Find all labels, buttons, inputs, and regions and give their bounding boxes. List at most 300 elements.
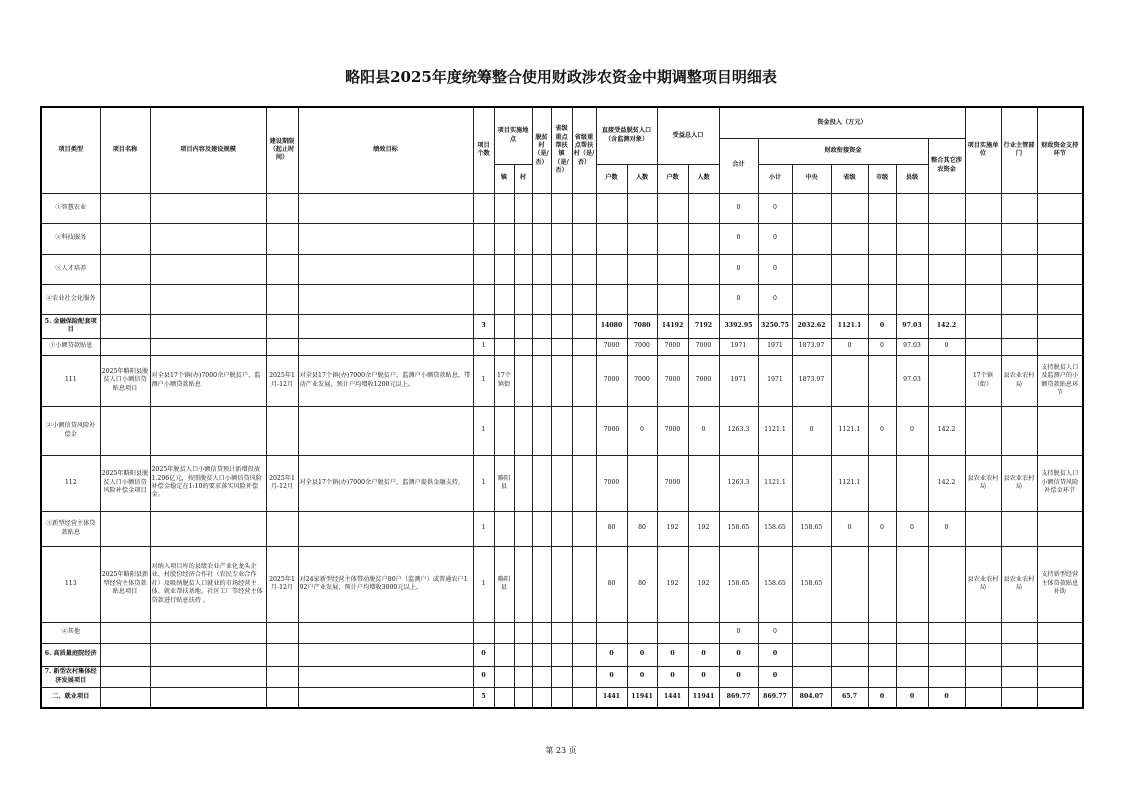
cell-type: 113 xyxy=(41,546,100,622)
cell-total-hh: 192 xyxy=(657,546,688,622)
cell-prov-village xyxy=(572,622,596,643)
cell-subtotal: 0 xyxy=(758,643,792,666)
header-poor-village: 脱贫村（是/否） xyxy=(532,107,551,193)
cell-sum: 1971 xyxy=(719,338,758,355)
cell-province xyxy=(831,622,868,643)
cell-county xyxy=(896,546,928,622)
cell-central xyxy=(792,622,831,643)
cell-other: 0 xyxy=(928,338,965,355)
header-direct-people: 人数 xyxy=(627,164,657,193)
cell-direct-hh: 0 xyxy=(596,666,627,687)
cell-county xyxy=(896,455,928,511)
cell-direct-people xyxy=(627,284,657,314)
cell-dept: 县农业农村局 xyxy=(1001,455,1037,511)
cell-town xyxy=(494,643,514,666)
cell-village xyxy=(514,455,532,511)
cell-dept xyxy=(1001,338,1037,355)
cell-direct-hh: 7000 xyxy=(596,355,627,406)
cell-sum: 0 xyxy=(719,622,758,643)
cell-goal xyxy=(298,254,473,284)
cell-count: 1 xyxy=(473,455,494,511)
cell-name xyxy=(100,223,150,254)
cell-subtotal: 0 xyxy=(758,284,792,314)
header-unit: 项目实施单位 xyxy=(965,107,1001,193)
cell-sum: 3392.95 xyxy=(719,314,758,338)
cell-prov-village xyxy=(572,406,596,455)
header-other: 整合其它涉农资金 xyxy=(928,138,965,193)
cell-link xyxy=(1037,284,1083,314)
cell-sum: 0 xyxy=(719,223,758,254)
cell-goal: 对24家新型经营主体带动脱贫户80户（监测户）或普通农户192户产业发展，预计户均增收3000元以上。 xyxy=(298,546,473,622)
cell-content xyxy=(150,666,266,687)
cell-city: 0 xyxy=(868,338,896,355)
cell-province xyxy=(831,254,868,284)
cell-subtotal: 1121.1 xyxy=(758,455,792,511)
cell-goal: 对全县17个镇(办)7000余户脱贫户、监测户提供金融支持。 xyxy=(298,455,473,511)
cell-direct-people: 80 xyxy=(627,546,657,622)
cell-central xyxy=(792,223,831,254)
cell-goal xyxy=(298,284,473,314)
cell-link: 支持脱贫人口及监测户的小额贷款贴息环节 xyxy=(1037,355,1083,406)
cell-link xyxy=(1037,643,1083,666)
cell-total-people xyxy=(688,254,719,284)
header-location: 项目实施地点 xyxy=(494,107,532,164)
cell-unit: 县农业农村局 xyxy=(965,455,1001,511)
cell-subtotal: 0 xyxy=(758,622,792,643)
header-total-population: 受益总人口 xyxy=(657,107,719,164)
table-body xyxy=(41,193,1083,708)
cell-total-hh: 0 xyxy=(657,643,688,666)
cell-name xyxy=(100,254,150,284)
cell-central xyxy=(792,193,831,223)
cell-direct-people xyxy=(627,193,657,223)
table-row xyxy=(41,223,1083,254)
cell-type: ①智慧农业 xyxy=(41,193,100,223)
cell-content: 对纳入项目库的县级农业产业化龙头企业、村股份经济合作社（农民专业合作社）及吸纳脱贫人口就业的市场经营主体、就业帮扶基地、社区工厂等经营主体贷款进行贴息扶持 。 xyxy=(150,546,266,622)
cell-total-hh: 7000 xyxy=(657,406,688,455)
cell-other: 142.2 xyxy=(928,314,965,338)
cell-other: 142.2 xyxy=(928,455,965,511)
cell-city xyxy=(868,355,896,406)
cell-direct-hh xyxy=(596,622,627,643)
cell-sum: 1263.3 xyxy=(719,455,758,511)
cell-count: 3 xyxy=(473,314,494,338)
cell-link xyxy=(1037,254,1083,284)
cell-total-hh xyxy=(657,622,688,643)
cell-central xyxy=(792,643,831,666)
cell-goal xyxy=(298,338,473,355)
cell-link xyxy=(1037,666,1083,687)
header-sum: 合计 xyxy=(719,138,758,193)
cell-direct-hh: 0 xyxy=(596,643,627,666)
table-row xyxy=(41,455,1083,511)
cell-type: 111 xyxy=(41,355,100,406)
cell-total-people xyxy=(688,455,719,511)
cell-prov-village xyxy=(572,546,596,622)
cell-sum: 869.77 xyxy=(719,687,758,708)
header-fiscal: 财政衔接资金 xyxy=(758,138,928,164)
cell-other xyxy=(928,622,965,643)
cell-period xyxy=(266,666,298,687)
cell-direct-hh xyxy=(596,284,627,314)
cell-prov-town xyxy=(551,338,572,355)
header-prov-town: 省级重点帮扶镇（是/否） xyxy=(551,107,572,193)
cell-prov-town xyxy=(551,193,572,223)
cell-count xyxy=(473,254,494,284)
cell-period xyxy=(266,193,298,223)
cell-type: ②小额信贷风险补偿金 xyxy=(41,406,100,455)
cell-total-people xyxy=(688,622,719,643)
table-row xyxy=(41,338,1083,355)
cell-province: 1121.1 xyxy=(831,455,868,511)
cell-prov-town xyxy=(551,314,572,338)
cell-link xyxy=(1037,314,1083,338)
cell-county xyxy=(896,223,928,254)
cell-period xyxy=(266,687,298,708)
cell-central xyxy=(792,666,831,687)
cell-total-people xyxy=(688,284,719,314)
cell-prov-town xyxy=(551,355,572,406)
cell-central: 1873.97 xyxy=(792,338,831,355)
cell-total-people: 7000 xyxy=(688,338,719,355)
cell-direct-hh: 80 xyxy=(596,511,627,546)
cell-province: 1121.1 xyxy=(831,406,868,455)
cell-prov-village xyxy=(572,643,596,666)
cell-central: 1873.97 xyxy=(792,355,831,406)
cell-poor-village xyxy=(532,223,551,254)
cell-count xyxy=(473,223,494,254)
cell-dept xyxy=(1001,284,1037,314)
cell-name: 2025年略阳县脱贫人口小额信贷风险补偿金项目 xyxy=(100,455,150,511)
cell-period xyxy=(266,254,298,284)
cell-prov-town xyxy=(551,511,572,546)
cell-town xyxy=(494,284,514,314)
cell-province: 0 xyxy=(831,338,868,355)
cell-count: 1 xyxy=(473,338,494,355)
cell-goal xyxy=(298,687,473,708)
cell-content xyxy=(150,284,266,314)
cell-name xyxy=(100,338,150,355)
cell-central xyxy=(792,455,831,511)
table-row xyxy=(41,406,1083,455)
cell-city xyxy=(868,284,896,314)
cell-subtotal: 0 xyxy=(758,666,792,687)
cell-direct-people: 0 xyxy=(627,406,657,455)
cell-city xyxy=(868,666,896,687)
table-row xyxy=(41,284,1083,314)
cell-county xyxy=(896,666,928,687)
cell-poor-village xyxy=(532,455,551,511)
cell-dept xyxy=(1001,666,1037,687)
cell-county xyxy=(896,622,928,643)
header-goal: 绩效目标 xyxy=(298,107,473,193)
cell-sum: 0 xyxy=(719,284,758,314)
page-title: 略阳县2025年度统筹整合使用财政涉农资金中期调整项目明细表 xyxy=(345,68,777,86)
cell-city xyxy=(868,455,896,511)
cell-other xyxy=(928,193,965,223)
cell-village xyxy=(514,338,532,355)
cell-town xyxy=(494,193,514,223)
cell-type: 7. 新型农村集体经济发展项目 xyxy=(41,666,100,687)
table-row xyxy=(41,314,1083,338)
cell-period xyxy=(266,314,298,338)
cell-content xyxy=(150,193,266,223)
cell-county xyxy=(896,254,928,284)
cell-total-people: 0 xyxy=(688,406,719,455)
cell-period xyxy=(266,511,298,546)
cell-prov-village xyxy=(572,223,596,254)
cell-content xyxy=(150,687,266,708)
cell-count: 0 xyxy=(473,666,494,687)
table-row xyxy=(41,622,1083,643)
cell-goal xyxy=(298,223,473,254)
cell-other: 0 xyxy=(928,511,965,546)
cell-central: 158.65 xyxy=(792,511,831,546)
cell-period: 2025年1月-12月 xyxy=(266,546,298,622)
cell-direct-hh: 7000 xyxy=(596,406,627,455)
header-dept: 行业主管部门 xyxy=(1001,107,1037,193)
cell-unit xyxy=(965,687,1001,708)
cell-poor-village xyxy=(532,355,551,406)
header-direct-beneficiaries: 直接受益脱贫人口（含监测对象） xyxy=(596,107,657,164)
cell-town xyxy=(494,687,514,708)
cell-unit xyxy=(965,666,1001,687)
cell-central: 0 xyxy=(792,406,831,455)
cell-period xyxy=(266,338,298,355)
cell-sum: 0 xyxy=(719,666,758,687)
cell-town: 略阳县 xyxy=(494,546,514,622)
cell-subtotal: 158.65 xyxy=(758,511,792,546)
header-county: 县级 xyxy=(896,164,928,193)
cell-link xyxy=(1037,338,1083,355)
cell-other xyxy=(928,643,965,666)
cell-direct-hh: 1441 xyxy=(596,687,627,708)
cell-content xyxy=(150,511,266,546)
cell-period xyxy=(266,284,298,314)
cell-poor-village xyxy=(532,643,551,666)
cell-sum: 0 xyxy=(719,193,758,223)
cell-county: 97.03 xyxy=(896,338,928,355)
cell-subtotal: 3250.75 xyxy=(758,314,792,338)
cell-central: 804.07 xyxy=(792,687,831,708)
header-town: 镇 xyxy=(494,164,514,193)
cell-poor-village xyxy=(532,338,551,355)
cell-prov-town xyxy=(551,666,572,687)
cell-unit xyxy=(965,254,1001,284)
cell-total-hh xyxy=(657,254,688,284)
header-total-hh: 户数 xyxy=(657,164,688,193)
cell-name xyxy=(100,511,150,546)
cell-name xyxy=(100,406,150,455)
cell-dept xyxy=(1001,622,1037,643)
cell-total-hh: 192 xyxy=(657,511,688,546)
cell-total-people: 7192 xyxy=(688,314,719,338)
cell-village xyxy=(514,406,532,455)
cell-town xyxy=(494,338,514,355)
cell-unit xyxy=(965,223,1001,254)
header-content: 项目内容及建设规模 xyxy=(150,107,266,193)
cell-total-hh: 14192 xyxy=(657,314,688,338)
cell-poor-village xyxy=(532,284,551,314)
header-period: 建设期限（起止时间） xyxy=(266,107,298,193)
header-name: 项目名称 xyxy=(100,107,150,193)
cell-subtotal: 158.65 xyxy=(758,546,792,622)
cell-name xyxy=(100,643,150,666)
cell-village xyxy=(514,223,532,254)
cell-other xyxy=(928,355,965,406)
cell-other xyxy=(928,546,965,622)
cell-count: 1 xyxy=(473,406,494,455)
cell-unit xyxy=(965,622,1001,643)
cell-town xyxy=(494,406,514,455)
header-province: 省级 xyxy=(831,164,868,193)
cell-other xyxy=(928,223,965,254)
cell-dept xyxy=(1001,193,1037,223)
cell-count xyxy=(473,622,494,643)
cell-link xyxy=(1037,406,1083,455)
cell-subtotal: 0 xyxy=(758,223,792,254)
cell-sum: 0 xyxy=(719,254,758,284)
cell-county xyxy=(896,643,928,666)
cell-count: 5 xyxy=(473,687,494,708)
cell-sum: 1971 xyxy=(719,355,758,406)
cell-type: ①小额贷款贴息 xyxy=(41,338,100,355)
table-row xyxy=(41,193,1083,223)
cell-prov-village xyxy=(572,355,596,406)
table-row xyxy=(41,687,1083,708)
cell-content: 对全县17个镇(办)7000余户脱贫户、监测户小额贷款贴息 xyxy=(150,355,266,406)
cell-link: 支持脱贫人口小额信贷风险补偿金环节 xyxy=(1037,455,1083,511)
cell-poor-village xyxy=(532,314,551,338)
cell-sum: 158.65 xyxy=(719,546,758,622)
cell-central xyxy=(792,254,831,284)
cell-total-hh: 1441 xyxy=(657,687,688,708)
cell-type: ③人才培养 xyxy=(41,254,100,284)
cell-link xyxy=(1037,223,1083,254)
cell-direct-people: 0 xyxy=(627,666,657,687)
cell-central: 2032.62 xyxy=(792,314,831,338)
cell-name: 2025年略阳县新型经营主体贷款贴息项目 xyxy=(100,546,150,622)
cell-city xyxy=(868,254,896,284)
cell-unit: 17个镇（街） xyxy=(965,355,1001,406)
cell-village xyxy=(514,666,532,687)
cell-name xyxy=(100,314,150,338)
cell-unit xyxy=(965,338,1001,355)
cell-village xyxy=(514,355,532,406)
cell-direct-people: 80 xyxy=(627,511,657,546)
cell-village xyxy=(514,643,532,666)
cell-dept xyxy=(1001,314,1037,338)
cell-name xyxy=(100,666,150,687)
project-detail-table xyxy=(40,106,1084,709)
table-row xyxy=(41,511,1083,546)
cell-unit xyxy=(965,193,1001,223)
cell-unit xyxy=(965,284,1001,314)
header-village: 村 xyxy=(514,164,532,193)
cell-dept xyxy=(1001,643,1037,666)
cell-dept xyxy=(1001,687,1037,708)
cell-subtotal: 1971 xyxy=(758,355,792,406)
cell-direct-hh: 14080 xyxy=(596,314,627,338)
cell-name xyxy=(100,687,150,708)
cell-direct-hh xyxy=(596,254,627,284)
cell-prov-town xyxy=(551,223,572,254)
cell-dept: 县农业农村局 xyxy=(1001,355,1037,406)
cell-name xyxy=(100,622,150,643)
cell-prov-town xyxy=(551,455,572,511)
cell-poor-village xyxy=(532,666,551,687)
cell-period: 2025年1月-12月 xyxy=(266,455,298,511)
cell-county: 0 xyxy=(896,511,928,546)
cell-dept xyxy=(1001,511,1037,546)
cell-city xyxy=(868,546,896,622)
cell-subtotal: 1121.1 xyxy=(758,406,792,455)
cell-type: 6. 高质量庭院经济 xyxy=(41,643,100,666)
cell-direct-people xyxy=(627,223,657,254)
cell-goal xyxy=(298,643,473,666)
cell-link xyxy=(1037,193,1083,223)
header-funds: 资金投入（万元） xyxy=(719,107,965,138)
cell-total-people: 11941 xyxy=(688,687,719,708)
cell-dept: 县农业农村局 xyxy=(1001,546,1037,622)
cell-sum: 0 xyxy=(719,643,758,666)
cell-prov-village xyxy=(572,666,596,687)
cell-subtotal: 0 xyxy=(758,254,792,284)
cell-province xyxy=(831,643,868,666)
cell-total-people: 192 xyxy=(688,546,719,622)
cell-prov-town xyxy=(551,546,572,622)
cell-county xyxy=(896,284,928,314)
header-total-people: 人数 xyxy=(688,164,719,193)
cell-period: 2025年1月-12月 xyxy=(266,355,298,406)
cell-poor-village xyxy=(532,511,551,546)
cell-province xyxy=(831,284,868,314)
cell-content xyxy=(150,406,266,455)
table-row xyxy=(41,666,1083,687)
header-subtotal: 小计 xyxy=(758,164,792,193)
cell-count: 1 xyxy=(473,546,494,622)
cell-prov-town xyxy=(551,687,572,708)
table-row xyxy=(41,254,1083,284)
cell-other: 0 xyxy=(928,687,965,708)
header-type: 项目类型 xyxy=(41,107,100,193)
cell-dept xyxy=(1001,254,1037,284)
cell-province: 65.7 xyxy=(831,687,868,708)
cell-prov-village xyxy=(572,455,596,511)
cell-province: 0 xyxy=(831,511,868,546)
cell-other xyxy=(928,284,965,314)
cell-poor-village xyxy=(532,546,551,622)
cell-unit xyxy=(965,511,1001,546)
cell-prov-town xyxy=(551,643,572,666)
cell-content: 2025年脱贫人口小额信贷预计新增投放1.296亿元，按照脱贫人口小额信贷风险补偿金稳定在1:10的要求落实风险补偿金。 xyxy=(150,455,266,511)
cell-town xyxy=(494,254,514,284)
cell-goal: 对全县17个镇(办)7000余户脱贫户、监测户小额贷款贴息，带动产业发展，预计户均增收1200元以上。 xyxy=(298,355,473,406)
cell-county: 0 xyxy=(896,406,928,455)
cell-city: 0 xyxy=(868,687,896,708)
cell-village xyxy=(514,193,532,223)
cell-town xyxy=(494,511,514,546)
cell-other xyxy=(928,666,965,687)
cell-subtotal: 869.77 xyxy=(758,687,792,708)
cell-sum: 1263.3 xyxy=(719,406,758,455)
cell-village xyxy=(514,511,532,546)
cell-prov-village xyxy=(572,687,596,708)
cell-province: 1121.1 xyxy=(831,314,868,338)
cell-prov-town xyxy=(551,254,572,284)
cell-prov-village xyxy=(572,284,596,314)
cell-dept xyxy=(1001,406,1037,455)
